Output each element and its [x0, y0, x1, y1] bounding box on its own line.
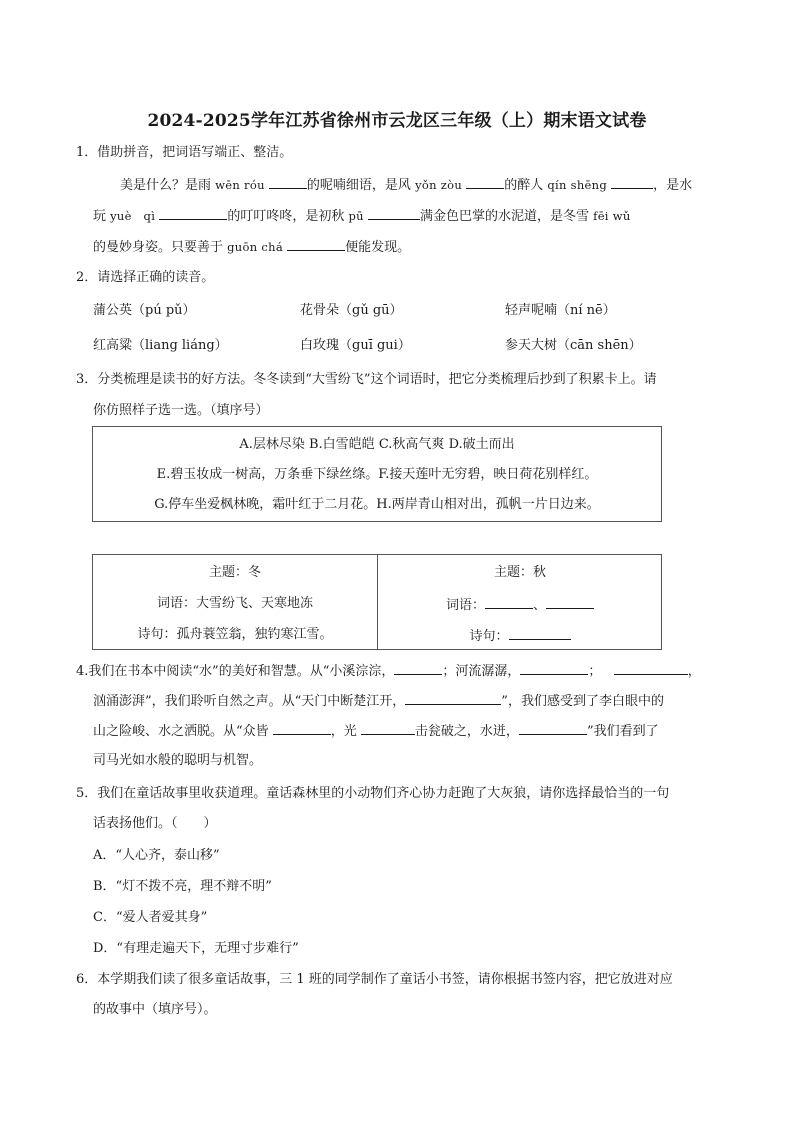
answer-blank[interactable] [368, 207, 420, 220]
q2-option[interactable]: 轻声呢喃（ní nē） [505, 303, 616, 318]
q4-text: ， [687, 664, 701, 679]
q5-option-b[interactable]: B．“灯不拨不亮，理不辩不明” [93, 879, 272, 894]
q1-stem: 1．借助拼音，把词语写端正、整洁。 [76, 145, 293, 160]
q4-line1 [76, 662, 701, 680]
page-title: 2024-2025学年江苏省徐州市云龙区三年级（上）期末语文试卷 [147, 111, 647, 131]
q4-text: ，光 [330, 724, 361, 739]
poem-label: 诗句： [469, 629, 509, 644]
q4-line3 [93, 722, 659, 740]
q3-stem-line1: 3．分类梳理是读书的好方法。冬冬读到“大雪纷飞”这个词语时，把它分类梳理后抄到了积累卡上。请 [76, 372, 657, 387]
q2-stem: 2．请选择正确的读音。 [76, 270, 215, 285]
q1-line2 [93, 207, 631, 225]
pinyin: yuè qì [110, 209, 156, 223]
q2-option[interactable]: 蒲公英（pú pǔ） [93, 303, 196, 318]
answer-blank[interactable] [394, 662, 442, 675]
answer-blank[interactable] [485, 596, 533, 609]
q3-options-box [92, 426, 662, 522]
pinyin: wēn róu [215, 178, 265, 192]
pinyin: pū [348, 209, 364, 223]
answer-blank[interactable] [273, 722, 331, 735]
q1-text: 的叮叮咚咚，是初秋 [227, 209, 349, 224]
pinyin: yǒn zòu [415, 178, 463, 192]
q1-text: 满金色巴掌的水泥道，是冬雪 [420, 209, 594, 224]
q5-option-d[interactable]: D．“有理走遍天下，无理寸步难行” [93, 941, 299, 956]
q3-accumulation-card [92, 554, 662, 650]
left-poem: 诗句：孤舟蓑笠翁，独钓寒江雪。 [137, 627, 333, 642]
q5-option-c[interactable]: C．“爱人者爱其身” [93, 910, 208, 925]
q4-text: 汹涌澎湃”，我们聆听自然之声。从“天门中断楚江开， [93, 694, 406, 709]
left-theme: 主题：冬 [208, 565, 261, 580]
words-label: 词语： [445, 598, 485, 613]
answer-blank[interactable] [466, 176, 504, 189]
pinyin: fēi wǔ [593, 209, 631, 223]
answer-blank[interactable] [546, 596, 594, 609]
answer-blank[interactable] [520, 662, 588, 675]
q2-option[interactable]: 参天大树（cān shēn） [505, 338, 642, 353]
q1-text: 的曼妙身姿。只要善于 [93, 240, 228, 255]
q1-text: 的醉人 [504, 178, 548, 193]
answer-blank[interactable] [405, 692, 501, 705]
q5-option-a[interactable]: A．“人心齐，泰山移” [93, 848, 220, 863]
q4-text: ”，我们感受到了李白眼中的 [501, 694, 664, 709]
q1-text: 的呢喃细语，是风 [306, 178, 416, 193]
answer-blank[interactable] [611, 176, 653, 189]
answer-blank[interactable] [509, 627, 571, 640]
q1-line3 [93, 238, 410, 256]
q1-text: 便能发现。 [345, 240, 411, 255]
q4-text: 山之险峻、水之洒脱。从“众皆 [93, 724, 273, 739]
q1-text: 玩 [93, 209, 111, 224]
q4-text: ； [588, 664, 602, 679]
answer-blank[interactable] [614, 662, 688, 675]
q3-options-row: A.层林尽染 B.白雪皑皑 C.秋高气爽 D.破土而出 [239, 437, 515, 452]
separator: 、 [533, 598, 547, 613]
q5-stem-line2: 话表扬他们。（ ） [93, 816, 217, 831]
pinyin: qín shēng [547, 178, 608, 192]
answer-blank[interactable] [159, 207, 227, 220]
right-poem [378, 627, 662, 645]
q4-text: 4.我们在书本中阅读“水”的美好和智慧。从“小溪淙淙， [76, 664, 395, 679]
q3-options-row: G.停车坐爱枫林晚，霜叶红于二月花。H.两岸青山相对出，孤帆一片日边来。 [154, 497, 600, 512]
q4-text: 击瓮破之，水迸， [414, 724, 519, 739]
q4-text: ”我们看到了 [586, 724, 659, 739]
q1-line1 [120, 176, 692, 194]
answer-blank[interactable] [269, 176, 307, 189]
right-words [378, 596, 662, 614]
answer-blank[interactable] [361, 722, 415, 735]
q2-option[interactable]: 红高粱（liang liáng） [93, 338, 228, 353]
q1-text: 美是什么？是雨 [120, 178, 216, 193]
q2-option[interactable]: 白玫瑰（guī gui） [300, 338, 411, 353]
pinyin: guōn chá [227, 240, 283, 254]
q3-stem-line2: 你仿照样子选一选。（填序号） [93, 403, 269, 418]
q1-text: ，是水 [653, 178, 693, 193]
answer-blank[interactable] [519, 722, 587, 735]
answer-blank[interactable] [287, 238, 345, 251]
q3-options-row: E.碧玉妆成一树高，万条垂下绿丝绦。F.接天莲叶无穷碧，映日荷花别样红。 [156, 467, 598, 482]
q4-line4: 司马光如水般的聪明与机智。 [93, 753, 263, 768]
right-theme: 主题：秋 [493, 565, 546, 580]
left-words: 词语：大雪纷飞、天寒地冻 [156, 596, 313, 611]
q2-option[interactable]: 花骨朵（gǔ gū） [300, 303, 403, 318]
q5-stem-line1: 5．我们在童话故事里收获道理。童话森林里的小动物们齐心协力赶跑了大灰狼，请你选择最恰当的一句 [76, 786, 670, 801]
q4-line2 [93, 692, 664, 710]
q6-stem-line1: 6．本学期我们读了很多童话故事，三 1 班的同学制作了童话小书签，请你根据书签内容，把它放进对应 [76, 972, 673, 987]
q4-text: ；河流潺潺， [442, 664, 521, 679]
q6-stem-line2: 的故事中（填序号）。 [93, 1002, 217, 1017]
